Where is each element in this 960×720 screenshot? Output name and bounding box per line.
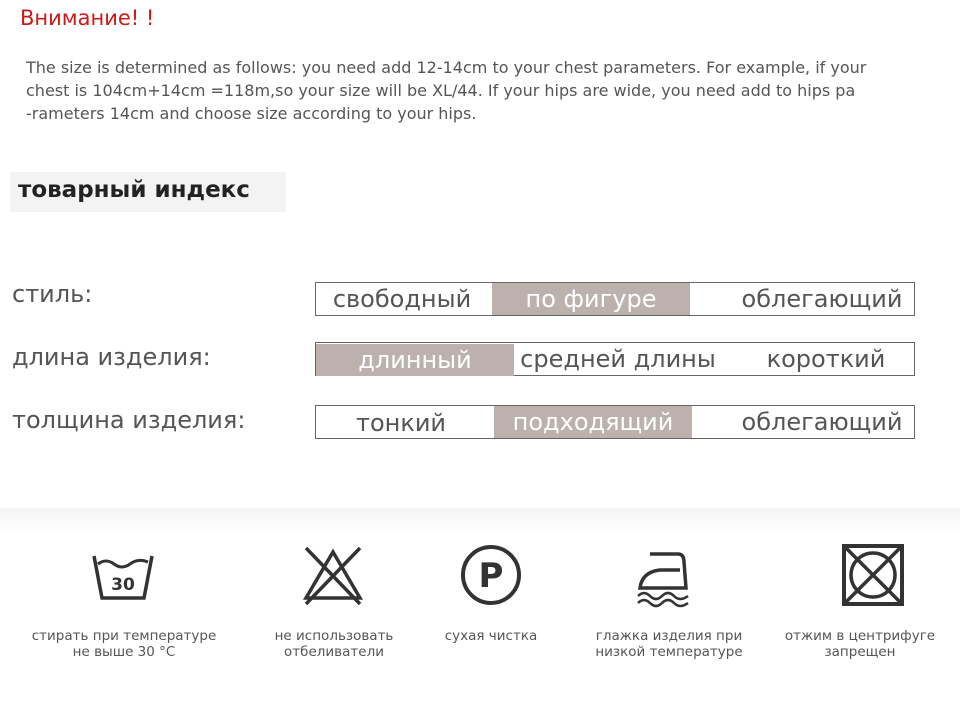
size-note-line: chest is 104cm+14cm =118m,so your size will be XL/44. If your hips are wide, you need add to hips pa bbox=[26, 81, 856, 100]
thickness-option-suitable: подходящий bbox=[494, 406, 692, 438]
thickness-scale bbox=[315, 405, 915, 439]
care-label-line: отжим в центрифуге bbox=[784, 628, 936, 644]
care-label-iron bbox=[569, 628, 769, 660]
care-label-line: не выше 30 °С bbox=[72, 644, 176, 660]
style-label: стиль: bbox=[12, 280, 93, 308]
length-option-short: короткий bbox=[766, 345, 886, 373]
style-option-tight: облегающий bbox=[741, 285, 903, 313]
care-label-line: запрещен bbox=[824, 644, 896, 660]
care-label-line: сухая чистка bbox=[444, 628, 538, 644]
style-scale bbox=[315, 282, 915, 316]
care-label-line: отбеливатели bbox=[284, 644, 384, 660]
style-option-loose: свободный bbox=[332, 285, 472, 313]
length-option-medium: средней длины bbox=[520, 345, 716, 373]
thickness-option-tight: облегающий bbox=[741, 408, 903, 436]
care-label-line: не использовать bbox=[274, 628, 394, 644]
care-label-dry-clean bbox=[391, 628, 591, 644]
length-scale bbox=[315, 342, 915, 376]
care-label-line: стирать при температуре bbox=[31, 628, 217, 644]
dry-clean-p-icon bbox=[456, 540, 526, 610]
low-iron-icon bbox=[632, 540, 702, 610]
no-bleach-icon bbox=[298, 540, 368, 610]
wash-temperature-text: 30 bbox=[111, 575, 135, 595]
wash-30-icon bbox=[88, 540, 158, 610]
care-label-line: глажка изделия при bbox=[595, 628, 743, 644]
care-label-spin bbox=[760, 628, 960, 660]
length-label: длина изделия: bbox=[12, 343, 211, 371]
thickness-option-thin: тонкий bbox=[355, 409, 447, 437]
dry-clean-letter: P bbox=[478, 556, 504, 596]
size-note-line: The size is determined as follows: you need add 12-14cm to your chest parameters. For example, if your bbox=[26, 58, 867, 77]
size-note-line: -rameters 14cm and choose size according to your hips. bbox=[26, 104, 477, 123]
size-note bbox=[26, 56, 906, 125]
thickness-label: толщина изделия: bbox=[12, 406, 246, 434]
warning-title: Внимание! ! bbox=[20, 6, 155, 30]
product-index-title: товарный индекс bbox=[10, 172, 286, 212]
care-label-wash bbox=[24, 628, 224, 660]
length-option-long: длинный bbox=[316, 344, 514, 376]
style-option-fitted: по фигуре bbox=[492, 283, 690, 315]
care-label-line: низкой температуре bbox=[595, 644, 743, 660]
no-tumble-dry-icon bbox=[838, 540, 908, 610]
section-divider bbox=[0, 508, 960, 534]
